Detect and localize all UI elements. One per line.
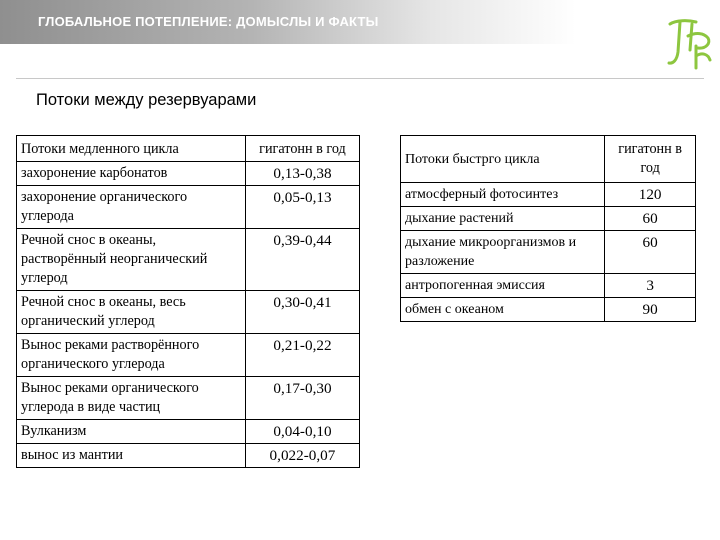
flow-value: 120 (605, 183, 696, 207)
table-row (401, 298, 696, 322)
table-row (17, 229, 360, 291)
table-row (17, 444, 360, 468)
table-header-row (17, 136, 360, 162)
table-row (401, 231, 696, 274)
table-row (17, 186, 360, 229)
fast-flow-header: Потоки быстрго цикла (401, 136, 605, 183)
flow-label: дыхание микроорганизмов и разложение (401, 231, 605, 274)
flow-value: 0,13-0,38 (245, 162, 359, 186)
slow-flow-header: Потоки медленного цикла (17, 136, 246, 162)
table-row (401, 183, 696, 207)
flow-label: Речной снос в океаны, растворённый неорганический углерод (17, 229, 246, 291)
slow-cycle-table (16, 135, 360, 468)
flow-label: Вынос реками растворённого органического углерода (17, 334, 246, 377)
flow-label: дыхание растений (401, 207, 605, 231)
table-row (17, 162, 360, 186)
flow-label: Вынос реками органического углерода в виде частиц (17, 377, 246, 420)
section-divider (16, 78, 704, 79)
table-row (17, 377, 360, 420)
slow-value-header: гигатонн в год (245, 136, 359, 162)
table-row (17, 334, 360, 377)
table-row (401, 207, 696, 231)
flow-label: вынос из мантии (17, 444, 246, 468)
flow-value: 90 (605, 298, 696, 322)
flow-label: обмен с океаном (401, 298, 605, 322)
flow-value: 0,17-0,30 (245, 377, 359, 420)
flow-value: 0,39-0,44 (245, 229, 359, 291)
flow-value: 3 (605, 274, 696, 298)
fast-value-header: гигатонн в год (605, 136, 696, 183)
flow-value: 0,21-0,22 (245, 334, 359, 377)
page-title: ГЛОБАЛЬНОЕ ПОТЕПЛЕНИЕ: ДОМЫСЛЫ И ФАКТЫ (38, 14, 379, 29)
flow-label: захоронение органического углерода (17, 186, 246, 229)
flow-value: 60 (605, 207, 696, 231)
fast-cycle-table (400, 135, 696, 322)
flow-value: 0,05-0,13 (245, 186, 359, 229)
flow-label: Вулканизм (17, 420, 246, 444)
flow-value: 0,30-0,41 (245, 291, 359, 334)
header-bar (0, 0, 720, 44)
flow-label: захоронение карбонатов (17, 162, 246, 186)
table-row (17, 420, 360, 444)
table-row (401, 274, 696, 298)
flow-value: 60 (605, 231, 696, 274)
flow-value: 0,04-0,10 (245, 420, 359, 444)
flow-label: атмосферный фотосинтез (401, 183, 605, 207)
flow-label: Речной снос в океаны, весь органический углерод (17, 291, 246, 334)
table-header-row (401, 136, 696, 183)
section-subtitle: Потоки между резервуарами (36, 91, 257, 109)
flow-value: 0,022-0,07 (245, 444, 359, 468)
flow-label: антропогенная эмиссия (401, 274, 605, 298)
monogram-logo-icon (666, 16, 714, 70)
table-row (17, 291, 360, 334)
